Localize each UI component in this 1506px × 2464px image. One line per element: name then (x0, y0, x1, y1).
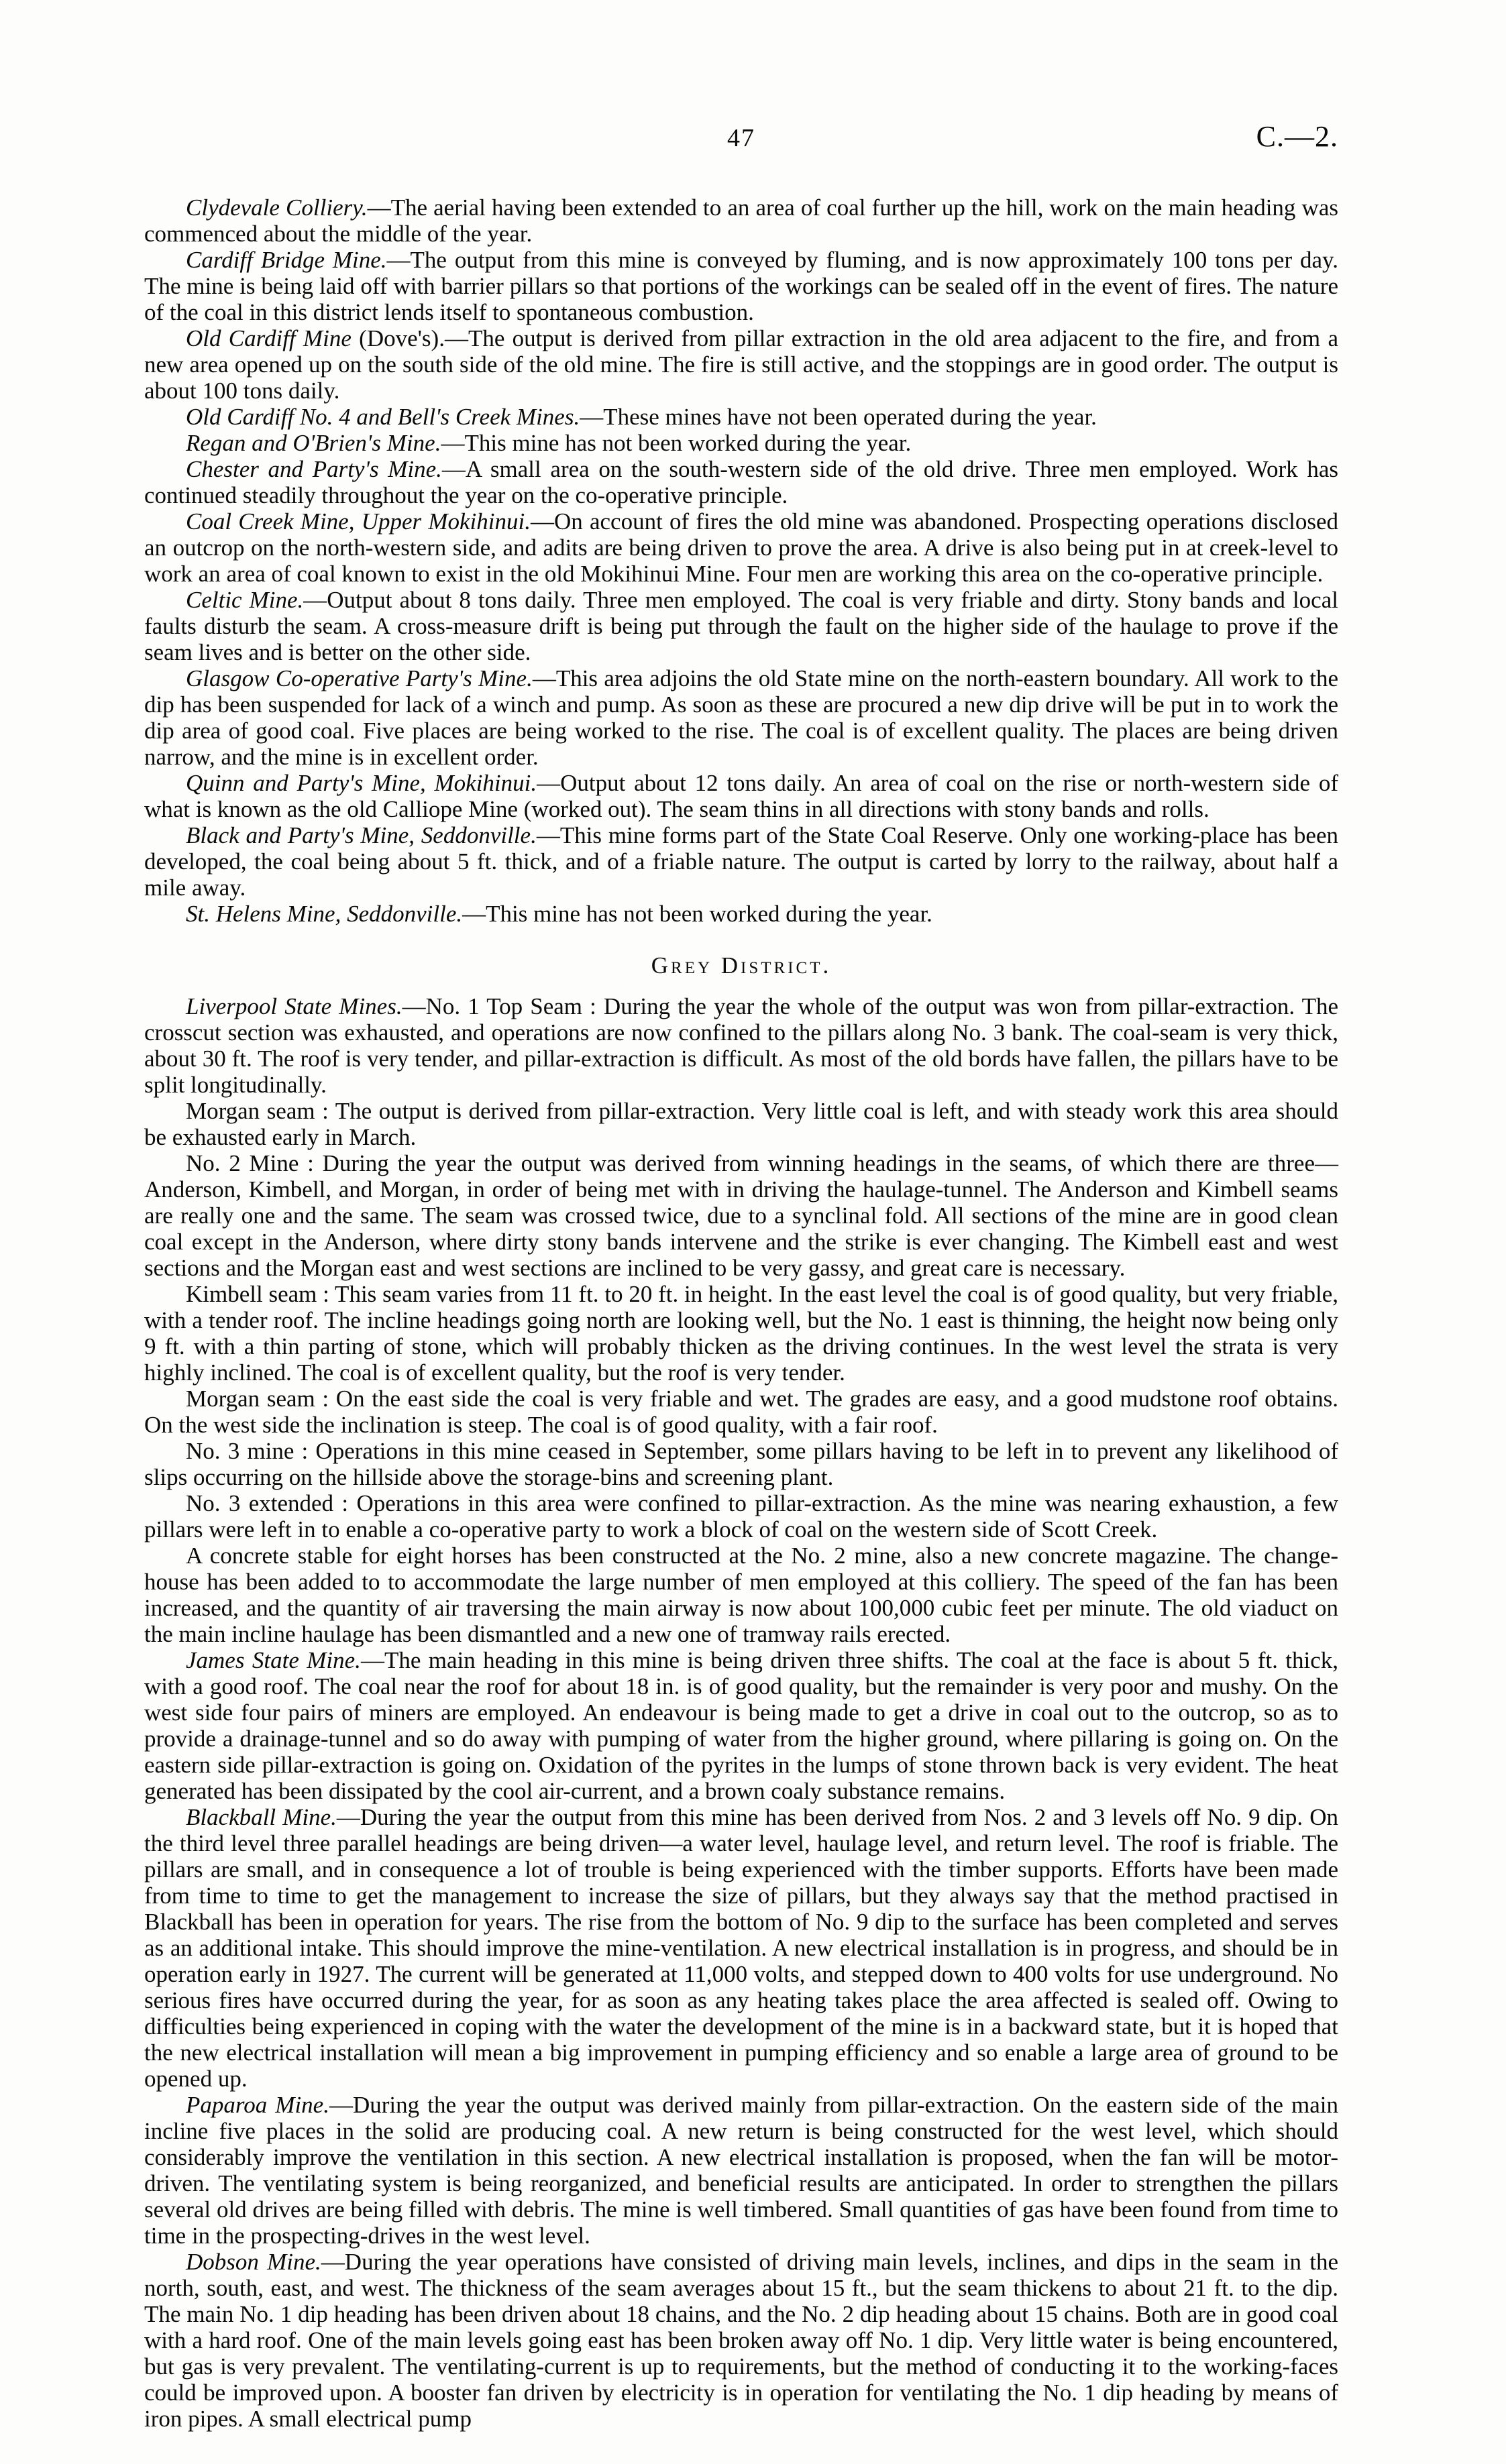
mine-name: Coal Creek Mine, Upper Mokihinui. (186, 508, 531, 535)
paragraph-text: —Output about 12 tons daily. An area of coal on the rise or north-western side of what is known as the old Calliope Mine (worked out). The seam thins in all directions with stony bands and rolls. (144, 770, 1338, 822)
paragraph-glasgow-co-operative-party-s-mine (144, 665, 1338, 770)
paragraph-morgan-seam-the (144, 1098, 1338, 1150)
paragraph-text: No. 3 extended : Operations in this area were confined to pillar-extraction. As the mine was nearing exhaustion, a few pillars were left in to enable a co-operative party to work a block of coal on the western side of Scott Creek. (144, 1490, 1338, 1543)
page-header (144, 119, 1338, 157)
paragraph-paparoa-mine (144, 2092, 1338, 2249)
paragraph-text: —The main heading in this mine is being driven three shifts. The coal at the face is about 5 ft. thick, with a good roof. The coal near the roof for about 18 in. is of good quality, but the remainder is very poor and mushy. On the west side four pairs of miners are employed. An endeavour is being made to get a drive in coal out to the outcrop, so as to provide a drainage-tunnel and so do away with pumping of water from the higher ground, where pillaring is going on. On the eastern side pillar-extraction is going on. Oxidation of the pyrites in the lumps of stone thrown back is very evident. The heat generated has been dissipated by the cool air-current, and a brown coaly substance remains. (144, 1647, 1338, 1804)
paragraph-james-state-mine (144, 1647, 1338, 1804)
mine-name: Dobson Mine. (186, 2249, 321, 2275)
paragraph-coal-creek-mine-upper (144, 508, 1338, 587)
paragraph-cardiff-bridge-mine (144, 247, 1338, 325)
mine-name: Clydevale Colliery. (186, 194, 368, 221)
paragraph-text: —The aerial having been extended to an area of coal further up the hill, work on the main heading was commenced about the middle of the year. (144, 194, 1338, 247)
paragraph-text: —On account of fires the old mine was abandoned. Prospecting operations disclosed an outcrop on the north-western side, and adits are being driven to prove the area. A drive is also being put in at creek-level to work an area of coal known to exist in the old Mokihinui Mine. Four men are working this area on the co-operative principle. (144, 508, 1339, 587)
paragraph-morgan-seam-on (144, 1386, 1338, 1438)
paragraph-no-3-mine (144, 1438, 1338, 1490)
paragraph-text: A concrete stable for eight horses has been constructed at the No. 2 mine, also a new concrete magazine. The change-house has been added to to accommodate the large number of men employed at this colliery. The speed of the fan has been increased, and the quantity of air traversing the main airway is now about 100,000 cubic feet per minute. The old viaduct on the main incline haulage has been dismantled and a new one of tramway rails erected. (144, 1543, 1338, 1647)
paragraph-kimbell-seam-this (144, 1281, 1338, 1386)
paragraph-text: —This mine has not been worked during the year. (462, 901, 932, 927)
doc-ref: C.—2. (1256, 120, 1338, 153)
mine-name: James State Mine. (186, 1647, 361, 1673)
page-number: 47 (727, 124, 755, 152)
paragraph-text: —This mine has not been worked during the year. (441, 430, 912, 456)
paragraph-liverpool-state-mines (144, 993, 1338, 1098)
paragraph-text: —During the year the output was derived mainly from pillar-extraction. On the eastern side of the main incline five places in the solid are producing coal. A new return is being constructed for the west level, which should considerably improve the ventilation in this section. A new electrical installation is proposed, when the fan will be motor-driven. The ventilating system is being reorganized, and beneficial results are anticipated. In order to strengthen the pillars several old drives are being filled with debris. The mine is well timbered. Small quantities of gas have been found from time to time in the prospecting-drives in the west level. (144, 2092, 1338, 2249)
paragraph-text: No. 3 mine : Operations in this mine ceased in September, some pillars having to be left in to prevent any likelihood of slips occurring on the hillside above the storage-bins and screening plant. (144, 1438, 1338, 1490)
mine-name: Old Cardiff Mine (186, 325, 352, 351)
paragraph-text: —The output is derived from pillar extraction in the old area adjacent to the fire, and from a new area opened up on the south side of the old mine. The fire is still active, and the stoppings are in good order. The output is about 100 tons daily. (144, 325, 1338, 404)
paragraph-quinn-and-party-s-mine (144, 770, 1338, 822)
paragraph-dobson-mine (144, 2249, 1338, 2432)
mine-name: Celtic Mine. (186, 587, 304, 613)
paragraph-blackball-mine (144, 1804, 1338, 2092)
mine-name: Chester and Party's Mine. (186, 456, 442, 482)
mine-name: Quinn and Party's Mine, Mokihinui. (186, 770, 537, 796)
paragraph-a-concrete-stable-for (144, 1543, 1338, 1647)
mine-name: Glasgow Co-operative Party's Mine. (186, 665, 533, 691)
paragraph-text: —This area adjoins the old State mine on the north-eastern boundary. All work to the dip has been suspended for lack of a winch and pump. As soon as these are procured a new dip drive will be put in to work the dip area of good coal. Five places are being worked to the rise. The coal is of excellent quality. The places are being driven narrow, and the mine is in excellent order. (144, 665, 1339, 770)
mine-name: Liverpool State Mines. (186, 993, 402, 1019)
paragraph-no-3-extended (144, 1490, 1338, 1543)
mine-name-plain: (Dove's). (351, 325, 445, 351)
document-body (144, 194, 1338, 2432)
paragraph-text: —These mines have not been operated during the year. (580, 404, 1097, 430)
paragraph-text: —During the year the output from this mine has been derived from Nos. 2 and 3 levels off No. 9 dip. On the third level three parallel headings are being driven—a water level, haulage level, and return level. The roof is friable. The pillars are small, and in consequence a lot of trouble is being experienced with the timber supports. Efforts have been made from time to time to get the management to increase the size of pillars, but they always say that the method practised in Blackball has been in operation for years. The rise from the bottom of No. 9 dip to the surface has been completed and serves as an additional intake. This should improve the mine-ventilation. A new electrical installation is in progress, and should be in operation early in 1927. The current will be generated at 11,000 volts, and stepped down to 400 volts for use underground. No serious fires have occurred during the year, for as soon as any heating takes place the area affected is sealed off. Owing to difficulties being experienced in coping with the water the development of the mine is in a backward state, but it is hoped that the new electrical installation will mean a big improvement in pumping efficiency and so enable a large area of ground to be opened up. (144, 1804, 1338, 2092)
paragraph-black-and-party-s-mine (144, 822, 1338, 901)
paragraph-chester-and-party-s-mine (144, 456, 1338, 508)
paragraph-text: Kimbell seam : This seam varies from 11 ft. to 20 ft. in height. In the east level the coal is of good quality, but very friable, with a tender roof. The incline headings going north are looking well, but the No. 1 east is thinning, the height now being only 9 ft. with a thin parting of stone, which will probably thicken as the driving continues. In the west level the strata is very highly inclined. The coal is of excellent quality, but the roof is very tender. (144, 1281, 1338, 1386)
section-heading-grey-district: Grey District. (651, 952, 832, 978)
paragraph-text: Morgan seam : The output is derived from pillar-extraction. Very little coal is left, and with steady work this area should be exhausted early in March. (144, 1098, 1338, 1150)
paragraph-text: —A small area on the south-western side of the old drive. Three men employed. Work has continued steadily throughout the year on the co-operative principle. (144, 456, 1338, 508)
paragraph-text: —No. 1 Top Seam : During the year the whole of the output was won from pillar-extraction. The crosscut section was exhausted, and operations are now confined to the pillars along No. 3 bank. The coal-seam is very thick, about 30 ft. The roof is very tender, and pillar-extraction is difficult. As most of the old bords have fallen, the pillars have to be split longitudinally. (144, 993, 1338, 1098)
mine-name: Paparoa Mine. (186, 2092, 329, 2118)
mine-name: Black and Party's Mine, Seddonville. (186, 822, 537, 848)
paragraph-text: Morgan seam : On the east side the coal is very friable and wet. The grades are easy, and a good mudstone roof obtains. On the west side the inclination is steep. The coal is of good quality, with a fair roof. (144, 1386, 1338, 1438)
paragraph-text: —During the year operations have consisted of driving main levels, inclines, and dips in the seam in the north, south, east, and west. The thickness of the seam averages about 15 ft., but the seam thickens to about 21 ft. to the dip. The main No. 1 dip heading has been driven about 18 chains, and the No. 2 dip heading about 15 chains. Both are in good coal with a hard roof. One of the main levels going east has been broken away off No. 1 dip. Very little water is being encountered, but gas is very prevalent. The ventilating-current is up to requirements, but the method of conducting it to the working-faces could be improved upon. A booster fan driven by electricity is in operation for ventilating the No. 1 dip heading by means of iron pipes. A small electrical pump (144, 2249, 1338, 2432)
paragraph-text: No. 2 Mine : During the year the output was derived from winning headings in the seams, of which there are three—Anderson, Kimbell, and Morgan, in order of being met with in driving the haulage-tunnel. The Anderson and Kimbell seams are really one and the same. The seam was crossed twice, due to a synclinal fold. All sections of the mine are in good clean coal except in the Anderson, where dirty stony bands intervene and the strike is ever changing. The Kimbell east and west sections and the Morgan east and west sections are inclined to be very gassy, and great care is necessary. (144, 1150, 1338, 1281)
paragraph-clydevale-colliery (144, 194, 1338, 247)
paragraph-old-cardiff-no-4 (144, 404, 1338, 430)
paragraph-text: —Output about 8 tons daily. Three men employed. The coal is very friable and dirty. Stony bands and local faults disturb the seam. A cross-measure drift is being put through the fault on the higher side of the haulage to prove if the seam lives and is better on the other side. (144, 587, 1338, 665)
paragraph-celtic-mine (144, 587, 1338, 665)
mine-name: St. Helens Mine, Seddonville. (186, 901, 463, 927)
paragraph-no-2-mine (144, 1150, 1338, 1281)
paragraph-text: —This mine forms part of the State Coal Reserve. Only one working-place has been developed, the coal being about 5 ft. thick, and of a friable nature. The output is carted by lorry to the railway, about half a mile away. (144, 822, 1339, 901)
mine-name: Cardiff Bridge Mine. (186, 247, 387, 273)
paragraph-st-helens-mine-seddonville (144, 901, 1338, 927)
mine-name: Regan and O'Brien's Mine. (186, 430, 441, 456)
paragraph-regan-and-o-brien-s-mine (144, 430, 1338, 456)
paragraph-old-cardiff-mine (144, 325, 1338, 404)
paragraph-text: —The output from this mine is conveyed by fluming, and is now approximately 100 tons per day. The mine is being laid off with barrier pillars so that portions of the workings can be sealed off in the event of fires. The nature of the coal in this district lends itself to spontaneous combustion. (144, 247, 1338, 325)
mine-name: Blackball Mine. (186, 1804, 337, 1830)
mine-name: Old Cardiff No. 4 and Bell's Creek Mines. (186, 404, 580, 430)
